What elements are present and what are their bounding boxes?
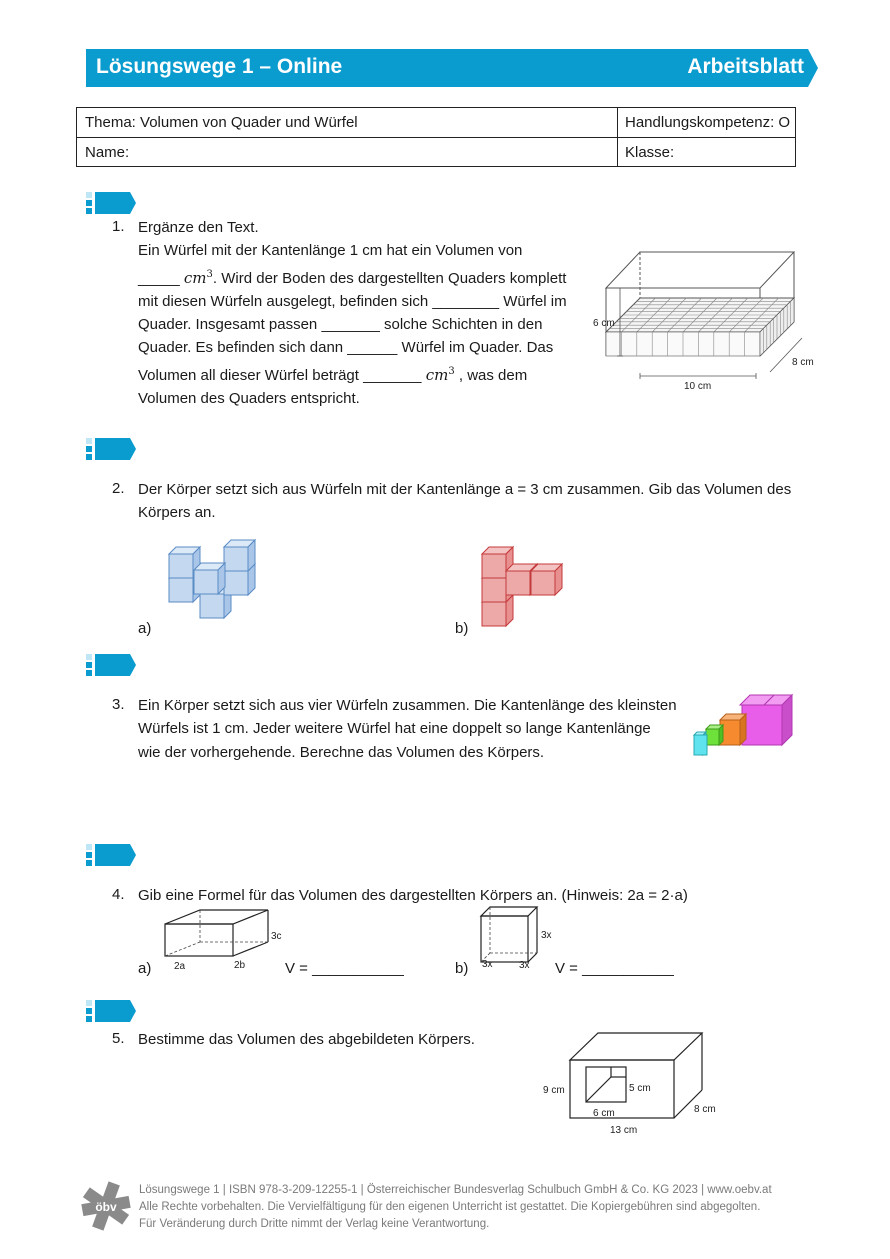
fig-a-width: 2b xyxy=(234,960,246,971)
fig-b-width: 3x xyxy=(519,960,530,970)
fig-a-height: 3c xyxy=(271,931,282,942)
task1-number: 1. xyxy=(112,218,125,235)
section-marker xyxy=(86,654,136,676)
header-title: Lösungswege 1 – Online xyxy=(96,55,343,78)
task5-text: Bestimme das Volumen des abgebildeten Körpers. xyxy=(138,1031,475,1048)
competence-cell: Handlungskompetenz: O xyxy=(625,114,791,131)
task5-number: 5. xyxy=(112,1030,125,1047)
section-marker xyxy=(86,438,136,460)
task3-colored-cubes xyxy=(690,690,796,760)
fig5-inner-width: 6 cm xyxy=(593,1108,615,1119)
info-table xyxy=(76,107,796,167)
task5-hollow-cuboid xyxy=(540,1030,730,1140)
fig5-inner-height: 5 cm xyxy=(629,1083,651,1094)
task4-label-b: b) xyxy=(455,960,469,977)
fig-a-length: 2a xyxy=(174,961,186,972)
task4-answer-b: V = ___________ xyxy=(555,960,674,977)
fig5-width: 13 cm xyxy=(610,1125,638,1136)
task4b-cube xyxy=(478,904,558,970)
fig5-depth: 8 cm xyxy=(694,1104,716,1115)
height-label: 6 cm xyxy=(593,318,615,329)
task2-label-a: a) xyxy=(138,620,152,637)
fig-b-height: 3x xyxy=(541,930,552,941)
publisher-logo xyxy=(80,1180,132,1232)
name-cell: Name: xyxy=(85,144,130,161)
task2b-red-cubes xyxy=(475,540,575,630)
header-doc-type: Arbeitsblatt xyxy=(687,55,804,78)
task2a-blue-cubes xyxy=(160,536,270,624)
class-cell: Klasse: xyxy=(625,144,675,161)
logo-text: öbv xyxy=(95,1200,117,1214)
section-marker xyxy=(86,844,136,866)
task2-text: Der Körper setzt sich aus Würfeln mit der Kantenlänge a = 3 cm zusammen. Gib das Volumen des Körpers an. xyxy=(138,481,792,522)
task4-label-a: a) xyxy=(138,960,152,977)
task4a-cuboid xyxy=(160,906,295,974)
task2-label-b: b) xyxy=(455,620,469,637)
topic-cell: Thema: Volumen von Quader und Würfel xyxy=(85,114,358,131)
task4-number: 4. xyxy=(112,886,125,903)
task2-number: 2. xyxy=(112,480,125,497)
task4-answer-a: V = ___________ xyxy=(285,960,404,977)
task3-number: 3. xyxy=(112,696,125,713)
fig-b-length: 3x xyxy=(482,959,493,970)
header-banner xyxy=(86,49,818,87)
task4-text: Gib eine Formel für das Volumen des dargestellten Körpers an. (Hinweis: 2a = 2·a) xyxy=(138,887,688,904)
task3-text: Ein Körper setzt sich aus vier Würfeln zusammen. Die Kantenlänge des kleinsten Würfels ist 1 cm. Jeder weitere Würfel hat eine doppelt so lange Kantenlänge wie der vorhergehende. Berechne das Volumen des Körpers. xyxy=(138,697,677,761)
section-marker xyxy=(86,1000,136,1022)
task1-text: Ergänze den Text. Ein Würfel mit der Kantenlänge 1 cm hat ein Volumen von _____ $cm^3$. Wird der Boden des dargestellten Quaders komplett mit diesen Würfeln ausgelegt, befinden sich ________ Würfel im Quader. Insgesamt passen _______ solche Schichten in den Quader. Es befinden sich dann ______ Würfel im Quader. Das Volumen all dieser Würfel beträgt _______ $cm^3$ , was dem Volumen des Quaders entspricht. xyxy=(138,219,567,408)
section-marker xyxy=(86,192,136,214)
depth-label: 8 cm xyxy=(792,357,814,368)
task1-cuboid-figure xyxy=(590,248,820,398)
width-label: 10 cm xyxy=(684,381,712,392)
footer-text: Lösungswege 1 | ISBN 978-3-209-12255-1 | Österreichischer Bundesverlag Schulbuch GmbH & Co. KG 2023 | www.oebv.at Alle Rechte vorbehalten. Die Vervielfältigung für den eigenen Unterricht ist gestattet. Die Kopiergebühren sind abgegolten. Für Veränderung durch Dritte nimmt der Verlag keine Verantwortung. xyxy=(139,1184,772,1230)
fig5-height: 9 cm xyxy=(543,1085,565,1096)
